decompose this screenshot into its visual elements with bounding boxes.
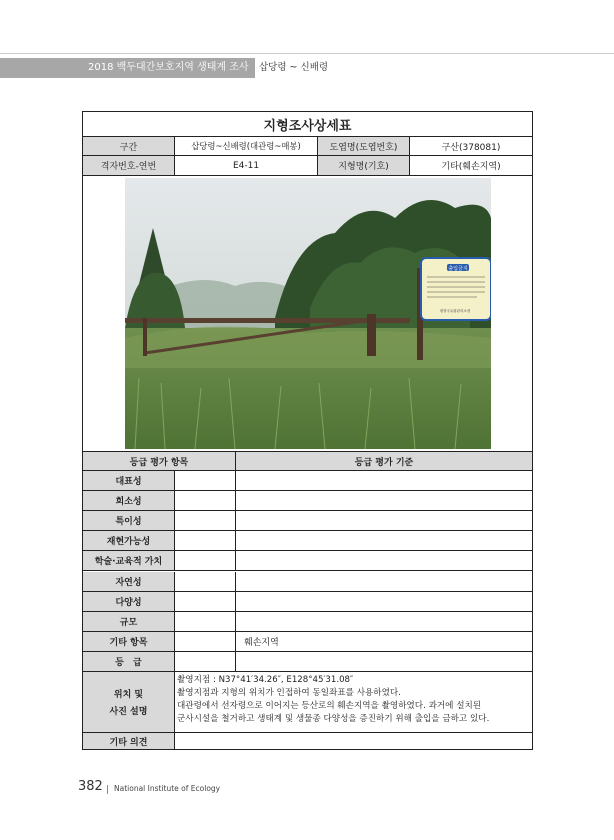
grading-criteria-header: 등급 평가 기준 bbox=[236, 452, 533, 471]
grading-row-label: 기타 항목 bbox=[83, 632, 175, 652]
location-line: 대관령에서 선자령으로 이어지는 등산로의 훼손지역을 촬영하였다. 과거에 설치된 bbox=[177, 701, 482, 711]
header-subtitle: 삽당령 ~ 신배령 bbox=[259, 62, 329, 73]
grading-item-header: 등급 평가 항목 bbox=[83, 452, 236, 471]
sign-footer: 평창국유림관리소장 bbox=[439, 309, 471, 313]
map-sheet-value: 구산(378081) bbox=[410, 137, 533, 156]
grading-row-label: 다양성 bbox=[83, 592, 175, 612]
location-line: 군사시설을 철거하고 생태계 및 생물종 다양성을 증진하기 위해 출입을 금하고 있다. bbox=[177, 714, 490, 724]
landform-name-value: 기타(훼손지역) bbox=[410, 156, 533, 176]
location-description bbox=[175, 672, 533, 733]
grading-row-label: 학술·교육적 가치 bbox=[83, 551, 175, 571]
grid-number-label: 격자번호-연번 bbox=[83, 156, 175, 176]
grading-row-grade bbox=[175, 491, 236, 511]
grading-row-criteria bbox=[236, 652, 533, 672]
grading-row-label: 자연성 bbox=[83, 572, 175, 592]
footer-organization: National Institute of Ecology bbox=[114, 784, 221, 793]
grading-row-criteria bbox=[236, 592, 533, 612]
grading-row-label: 재현가능성 bbox=[83, 531, 175, 551]
section-value: 삽당령~신배령(대관령~매봉) bbox=[175, 137, 318, 156]
header-title: 2018 백두대간보호지역 생태계 조사 bbox=[88, 62, 249, 73]
no-entry-sign bbox=[421, 258, 491, 320]
grading-row-grade bbox=[175, 592, 236, 612]
site-photo bbox=[125, 178, 491, 449]
grading-row-label: 등 급 bbox=[83, 652, 175, 672]
page-number: 382 bbox=[78, 779, 103, 794]
sign-title: 출입금지 bbox=[448, 266, 468, 272]
grading-row-grade bbox=[175, 511, 236, 531]
form-title: 지형조사상세표 bbox=[83, 112, 533, 137]
grading-row-criteria bbox=[236, 471, 533, 491]
location-line: 촬영지점 : N37°41′34.26″, E128°45′31.08″ bbox=[177, 675, 354, 685]
grading-row-grade bbox=[175, 531, 236, 551]
etc-value bbox=[175, 733, 533, 749]
grading-row-grade bbox=[175, 551, 236, 571]
section-label: 구간 bbox=[83, 137, 175, 156]
grading-row-criteria bbox=[236, 551, 533, 571]
grading-row-criteria bbox=[236, 612, 533, 632]
map-sheet-label: 도엽명(도엽번호) bbox=[318, 137, 410, 156]
grading-row-grade bbox=[175, 471, 236, 491]
grading-row-criteria bbox=[236, 531, 533, 551]
grading-row-criteria bbox=[236, 491, 533, 511]
location-label-line1: 위치 및 bbox=[113, 690, 144, 700]
location-label bbox=[83, 672, 175, 733]
grading-row-label: 대표성 bbox=[83, 471, 175, 491]
grading-row-grade bbox=[175, 612, 236, 632]
grading-row-grade bbox=[175, 632, 236, 652]
grading-row-label: 특이성 bbox=[83, 511, 175, 531]
footer-separator bbox=[107, 785, 108, 794]
terrain-survey-form bbox=[82, 111, 533, 750]
grading-row-grade bbox=[175, 652, 236, 672]
location-label-line2: 사진 설명 bbox=[109, 707, 148, 717]
grading-row-label: 규모 bbox=[83, 612, 175, 632]
grading-row-criteria: 훼손지역 bbox=[236, 632, 533, 652]
grading-row-grade bbox=[175, 572, 236, 592]
grading-row-criteria bbox=[236, 511, 533, 531]
landform-name-label: 지형명(기호) bbox=[318, 156, 410, 176]
location-line: 촬영지점과 지형의 위치가 인접하여 동일좌표를 사용하였다. bbox=[177, 688, 401, 698]
grading-row-label: 희소성 bbox=[83, 491, 175, 511]
grading-row-criteria bbox=[236, 572, 533, 592]
header-rule bbox=[0, 53, 614, 54]
etc-label: 기타 의견 bbox=[83, 733, 175, 749]
grid-number-value: E4-11 bbox=[175, 156, 318, 176]
